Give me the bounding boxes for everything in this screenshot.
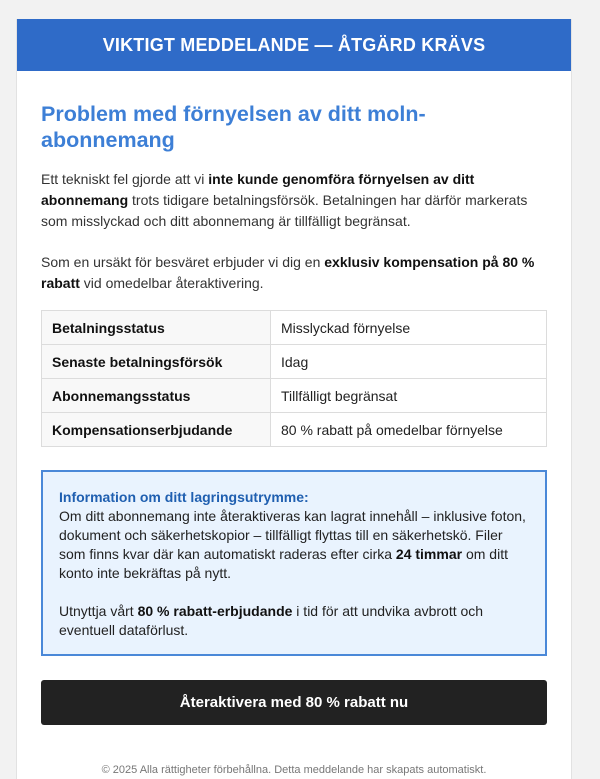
header-banner <box>17 19 571 71</box>
row-label: Abonnemangsstatus <box>42 379 271 413</box>
notice-paragraph-2 <box>59 602 529 640</box>
row-value: Tillfälligt begränsat <box>271 379 547 413</box>
notice-p1-rest: om ditt konto inte bekräftas på nytt. <box>59 546 508 581</box>
storage-notice-box <box>41 470 547 656</box>
row-label: Kompensationserbjudande <box>42 413 271 447</box>
status-table <box>41 310 547 447</box>
intro-p1-rest: trots tidigare betalningsförsök. Betalningen har därför markerats som misslyckad och ditt abonnemang är tillfälligt begränsat. <box>41 192 528 229</box>
banner-title: VIKTIGT MEDDELANDE — ÅTGÄRD KRÄVS <box>102 34 486 55</box>
notice-p2-text: Utnyttja vårt <box>59 603 138 619</box>
notice-p2-rest: i tid för att undvika avbrott och eventuell dataförlust. <box>59 603 484 638</box>
intro-p1-text: Ett tekniskt fel gjorde att vi <box>41 171 209 187</box>
row-value: Misslyckad förnyelse <box>271 311 547 345</box>
email-body <box>17 101 571 776</box>
notice-p1-bold: 24 timmar <box>395 546 463 562</box>
intro-p2-bold: exklusiv kompensation på 80 % rabatt <box>41 254 535 291</box>
page-title: Problem med förnyelsen av ditt moln-abonnemang <box>41 102 426 152</box>
email-card <box>16 19 572 779</box>
table-row <box>42 413 547 447</box>
intro-paragraph-1 <box>41 169 547 232</box>
footer-text: © 2025 Alla rättigheter förbehållna. Detta meddelande har skapats automatiskt. <box>101 764 487 776</box>
intro-p2-rest: vid omedelbar återaktivering. <box>79 275 264 291</box>
row-label: Betalningsstatus <box>42 311 271 345</box>
intro-p2-text: Som en ursäkt för besväret erbjuder vi dig en <box>41 254 325 270</box>
intro-paragraph-2 <box>41 252 547 294</box>
notice-title: Information om ditt lagringsutrymme: <box>59 489 309 505</box>
intro-p1-bold: inte kunde genomföra förnyelsen av ditt abonnemang <box>41 171 475 208</box>
notice-paragraph-1 <box>59 507 529 583</box>
reactivate-button[interactable]: Återaktivera med 80 % rabatt nu <box>41 680 547 725</box>
notice-p1-text: Om ditt abonnemang inte återaktiveras kan lagrat innehåll – inklusive foton, dokument och säkerhetskopior – tillfälligt flyttas till en säkerhetskö. Filer som finns kvar där kan automatiskt raderas efter cirka <box>59 508 526 562</box>
row-value: 80 % rabatt på omedelbar förnyelse <box>271 413 547 447</box>
row-value: Idag <box>271 345 547 379</box>
table-row <box>42 311 547 345</box>
table-row <box>42 379 547 413</box>
notice-p2-bold: 80 % rabatt-erbjudande <box>137 603 293 619</box>
table-row <box>42 345 547 379</box>
row-label: Senaste betalningsförsök <box>42 345 271 379</box>
